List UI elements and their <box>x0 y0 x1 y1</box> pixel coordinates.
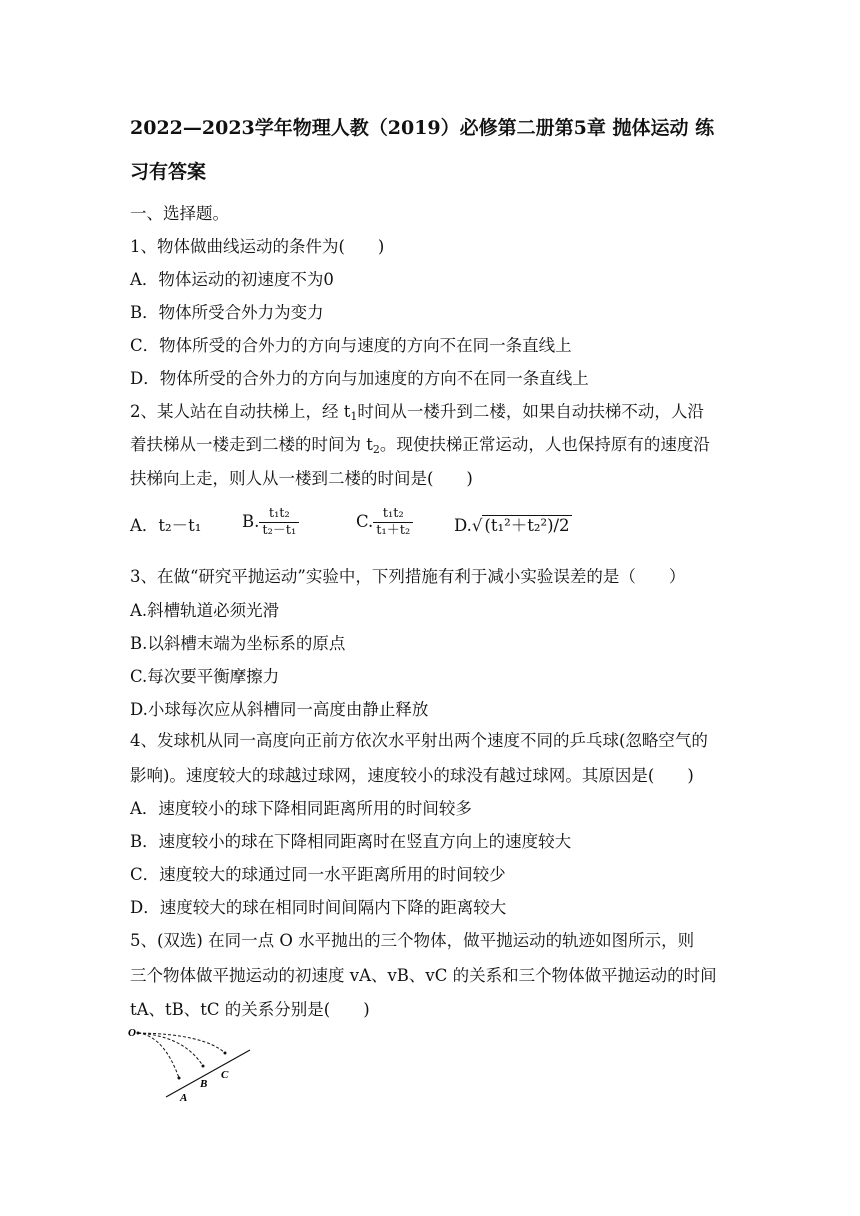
q2-line1-subscript: 1 <box>350 410 358 423</box>
trajectory-b <box>138 1033 203 1066</box>
q2-option-b-fraction <box>259 506 299 539</box>
q2-option-d-expression: (t₁²＋t₂²)/2 <box>484 516 570 535</box>
q2-line2-part-a: 着扶梯从一楼走到二楼的时间为 t <box>130 435 373 454</box>
q4-option-c: C．速度较大的球通过同一水平距离所用的时间较少 <box>130 865 506 884</box>
incline-line <box>166 1050 250 1097</box>
q2-option-c-label: C. <box>356 512 374 531</box>
sqrt-icon: √ <box>471 516 483 535</box>
q2-option-b <box>242 506 299 539</box>
point-a-marker <box>178 1077 181 1080</box>
q5-stem-line-1: 5、(双选) 在同一点 O 水平抛出的三个物体，做平抛运动的轨迹如图所示，则 <box>130 931 695 950</box>
q1-option-d: D．物体所受的合外力的方向与加速度的方向不在同一条直线上 <box>130 369 589 388</box>
document-title-line-2: 习有答案 <box>130 161 207 183</box>
q2-line1-part-a: 2、某人站在自动扶梯上，经 t <box>130 402 351 421</box>
q2-options <box>130 506 750 542</box>
q4-option-a: A．速度较小的球下降相同距离所用的时间较多 <box>130 799 472 818</box>
q4-stem-line-2: 影响)。速度较大的球越过球网，速度较小的球没有越过球网。其原因是( ) <box>130 766 694 785</box>
q2-stem-line-2 <box>130 431 710 456</box>
label-c: C <box>221 1069 229 1081</box>
q2-stem-line-1 <box>130 398 704 423</box>
q1-option-c: C．物体所受的合外力的方向与速度的方向不在同一条直线上 <box>130 336 572 355</box>
q3-option-d: D.小球每次应从斜槽同一高度由静止释放 <box>130 700 429 719</box>
point-c-marker <box>224 1052 227 1055</box>
document-title-line-1: 2022—2023学年物理人教（2019）必修第二册第5章 抛体运动 练 <box>130 117 715 139</box>
q2-line2-part-b: 。现使扶梯正常运动，人也保持原有的速度沿 <box>379 435 710 454</box>
q3-option-a: A.斜槽轨道必须光滑 <box>130 601 280 620</box>
q4-option-b: B．速度较小的球在下降相同距离时在竖直方向上的速度较大 <box>130 832 572 851</box>
q2-option-d <box>454 512 572 536</box>
q4-option-d: D．速度较大的球在相同时间间隔内下降的距离较大 <box>130 898 507 917</box>
label-o: O <box>128 1027 136 1039</box>
q2-option-a: A．t₂－t₁ <box>130 516 202 535</box>
q3-stem: 3、在做“研究平抛运动”实验中，下列措施有利于减小实验误差的是（ ） <box>130 567 686 586</box>
point-o-marker <box>137 1032 140 1035</box>
q4-stem-line-1: 4、发球机从同一高度向正前方依次水平射出两个速度不同的乒乓球(忽略空气的 <box>130 731 708 750</box>
q5-stem-line-3: tA、tB、tC 的关系分别是( ) <box>130 1000 370 1019</box>
section-heading: 一、选择题。 <box>130 204 229 223</box>
q1-option-a: A．物体运动的初速度不为0 <box>130 270 334 289</box>
point-b-marker <box>202 1065 205 1068</box>
q1-stem: 1、物体做曲线运动的条件为( ) <box>130 237 385 256</box>
label-a: A <box>180 1092 188 1104</box>
q2-option-c-numerator: t₁t₂ <box>373 506 413 523</box>
trajectory-a <box>138 1033 179 1078</box>
q3-option-c: C.每次要平衡摩擦力 <box>130 667 280 686</box>
q2-option-b-denominator: t₂－t₁ <box>262 523 297 538</box>
q2-option-c <box>356 506 413 539</box>
q2-line2-subscript: 2 <box>372 443 380 456</box>
q2-option-b-numerator: t₁t₂ <box>259 506 299 523</box>
q5-stem-line-2: 三个物体做平抛运动的初速度 vA、vB、vC 的关系和三个物体做平抛运动的时间 <box>130 966 717 985</box>
q2-option-d-label: D. <box>454 516 472 535</box>
label-b: B <box>200 1078 208 1090</box>
q2-line1-part-b: 时间从一楼升到二楼，如果自动扶梯不动，人沿 <box>357 402 704 421</box>
q2-option-b-label: B. <box>242 512 260 531</box>
q1-option-b: B．物体所受合外力为变力 <box>130 303 324 322</box>
q3-option-b: B.以斜槽末端为坐标系的原点 <box>130 634 346 653</box>
q2-option-c-fraction <box>373 506 413 539</box>
trajectory-c <box>138 1033 225 1053</box>
projectile-trajectory-figure <box>126 1020 256 1106</box>
q2-option-c-denominator: t₁＋t₂ <box>376 523 411 538</box>
q2-stem-line-3: 扶梯向上走，则人从一楼到二楼的时间是( ) <box>130 469 473 488</box>
